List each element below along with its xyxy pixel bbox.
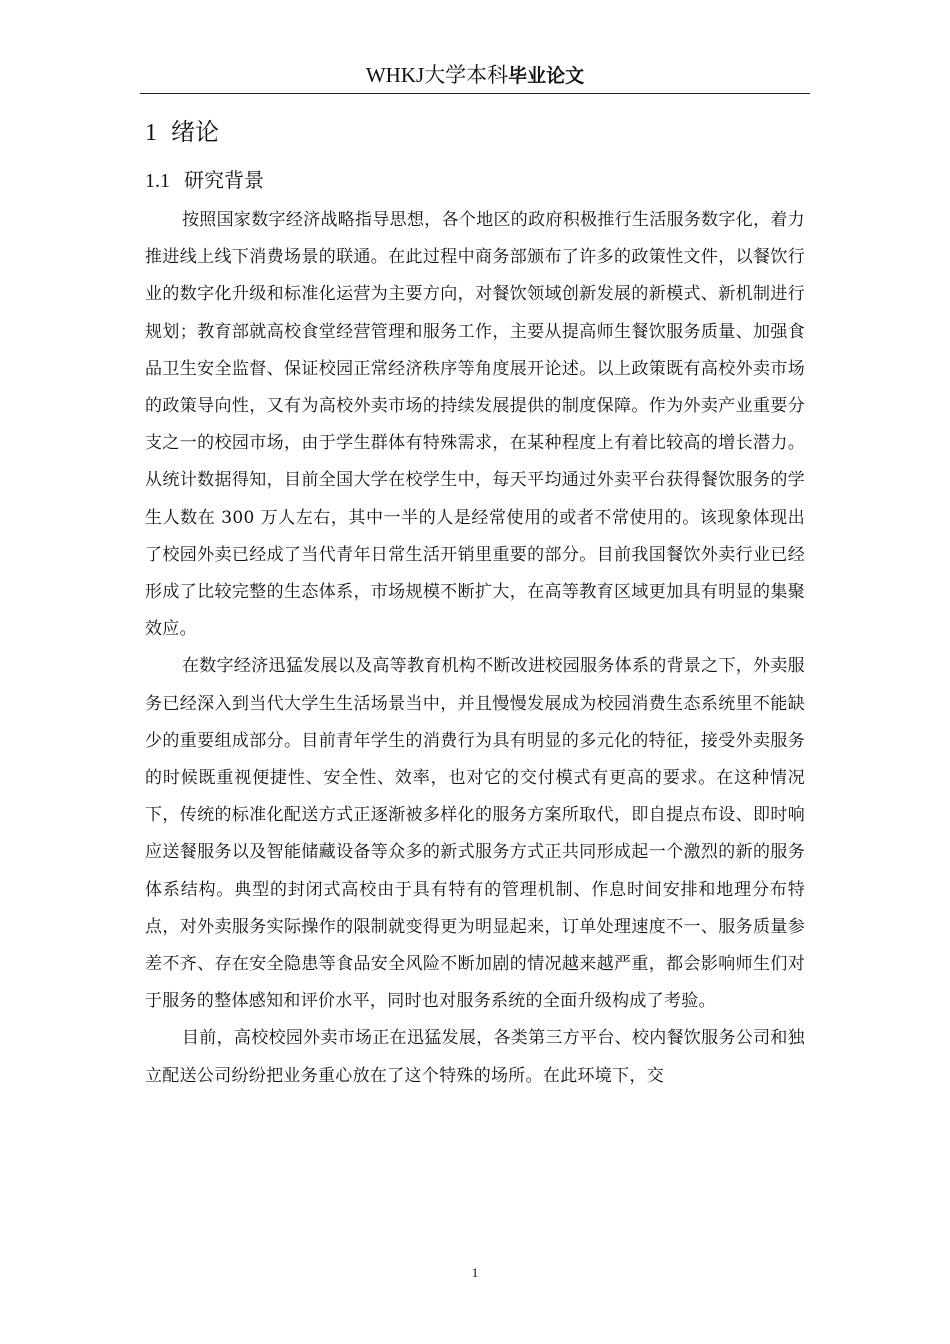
- chapter-heading: [145, 114, 219, 151]
- page-number: 1: [471, 1265, 479, 1280]
- paragraph: 目前，高校校园外卖市场正在迅猛发展，各类第三方平台、校内餐饮服务公司和独立配送公司纷纷把业务重心放在了这个特殊的场所。在此环境下，交: [145, 1028, 805, 1086]
- header-title-regular: WHKJ大学本科: [365, 63, 509, 87]
- section-heading: [145, 164, 264, 197]
- running-header: [0, 60, 950, 91]
- header-divider: [140, 93, 810, 94]
- paragraph: 在数字经济迅猛发展以及高等教育机构不断改进校园服务体系的背景之下，外卖服务已经深入到当代大学生生活场景当中，并且慢慢发展成为校园消费生态系统里不能缺少的重要组成部分。目前青年学生的消费行为具有明显的多元化的特征，接受外卖服务的时候既重视便捷性、安全性、效率，也对它的交付模式有更高的要求。在这种情况下，传统的标准化配送方式正逐渐被多样化的服务方案所取代，即自提点布设、即时响应送餐服务以及智能储藏设备等众多的新式服务方式正共同形成起一个激烈的新的服务体系结构。典型的封闭式高校由于具有特有的管理机制、作息时间安排和地理分布特点，对外卖服务实际操作的限制就变得更为明显起来，订单处理速度不一、服务质量参差不齐、存在安全隐患等食品安全风险不断加剧的情况越来越严重，都会影响师生们对于服务的整体感知和评价水平，同时也对服务系统的全面升级构成了考验。: [145, 656, 805, 1012]
- chapter-title: 绪论: [171, 118, 219, 146]
- section-title: 研究背景: [184, 168, 264, 192]
- body-text: [145, 202, 805, 1095]
- header-title-bold: 毕业论文: [508, 65, 585, 87]
- chapter-number: 1: [145, 120, 157, 146]
- section-number: 1.1: [145, 170, 170, 192]
- paragraph: 按照国家数字经济战略指导思想，各个地区的政府积极推行生活服务数字化，着力推进线上线下消费场景的联通。在此过程中商务部颁布了许多的政策性文件，以餐饮行业的数字化升级和标准化运营为主要方向，对餐饮领域创新发展的新模式、新机制进行规划；教育部就高校食堂经营管理和服务工作，主要从提高师生餐饮服务质量、加强食品卫生安全监督、保证校园正常经济秩序等角度展开论述。以上政策既有高校外卖市场的政策导向性，又有为高校外卖市场的持续发展提供的制度保障。作为外卖产业重要分支之一的校园市场，由于学生群体有特殊需求，在某种程度上有着比较高的增长潜力。从统计数据得知，目前全国大学在校学生中，每天平均通过外卖平台获得餐饮服务的学生人数在 300 万人左右，其中一半的人是经常使用的或者不常使用的。该现象体现出了校园外卖已经成了当代青年日常生活开销里重要的部分。目前我国餐饮外卖行业已经形成了比较完整的生态体系，市场规模不断扩大，在高等教育区域更加具有明显的集聚效应。: [145, 210, 805, 640]
